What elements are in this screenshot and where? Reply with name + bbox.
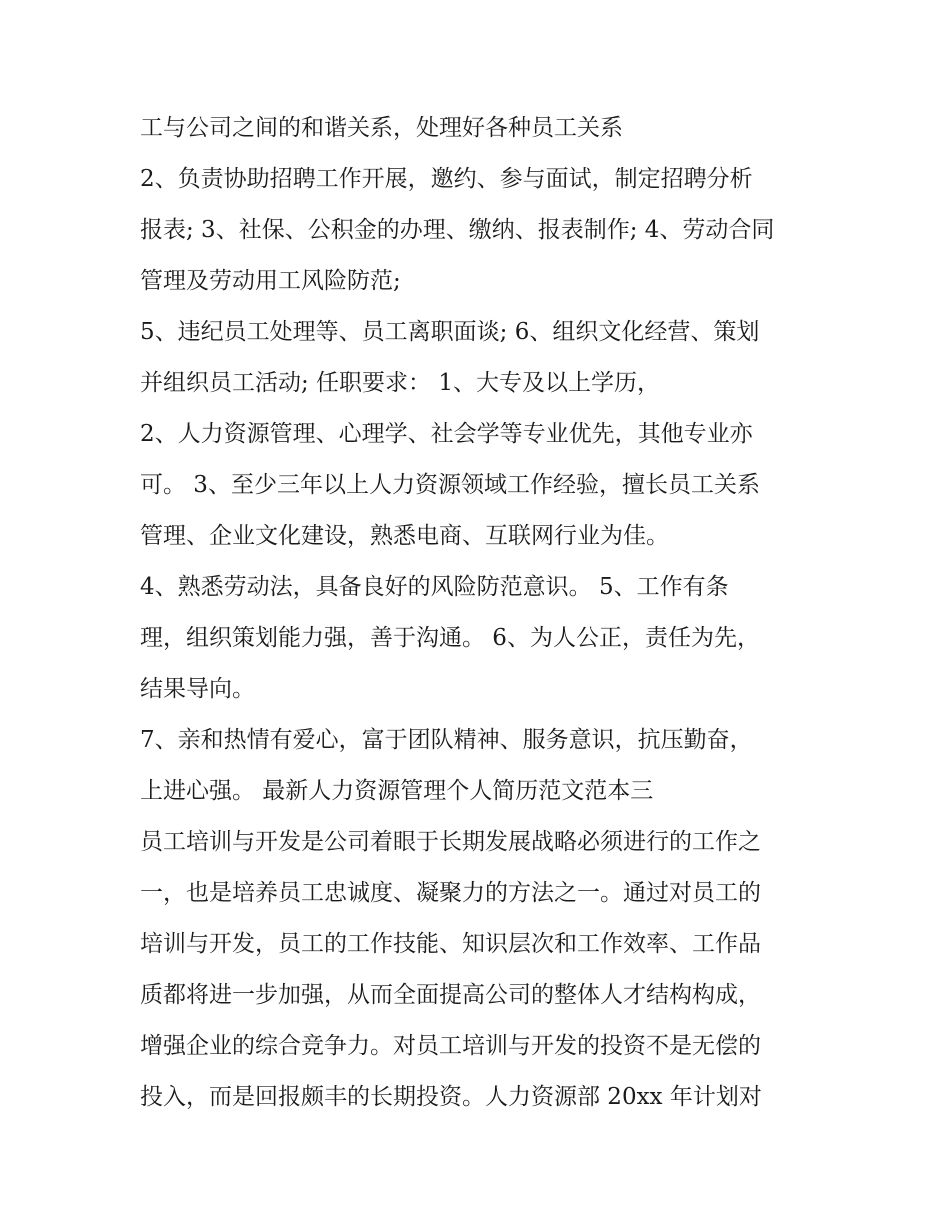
- text-line: 4、熟悉劳动法，具备良好的风险防范意识。 5、工作有条: [140, 574, 729, 600]
- text-line: 可。 3、至少三年以上人力资源领域工作经验，擅长员工关系: [140, 472, 760, 498]
- text-line: 2、人力资源管理、心理学、社会学等专业优先，其他专业亦: [140, 421, 753, 447]
- text-line: 投入，而是回报颇丰的长期投资。人力资源部 20xx 年计划对: [140, 1084, 762, 1110]
- text-line: 理，组织策划能力强，善于沟通。 6、为人公正，责任为先，: [140, 625, 760, 651]
- text-line: 2、负责协助招聘工作开展，邀约、参与面试，制定招聘分析: [140, 166, 753, 192]
- text-line: 并组织员工活动; 任职要求： 1、大专及以上学历，: [140, 370, 661, 396]
- text-line: 增强企业的综合竞争力。对员工培训与开发的投资不是无偿的: [140, 1033, 761, 1059]
- text-line: 员工培训与开发是公司着眼于长期发展战略必须进行的工作之: [140, 829, 761, 855]
- text-line: 管理及劳动用工风险防范;: [140, 268, 401, 294]
- text-line: 报表; 3、社保、公积金的办理、缴纳、报表制作; 4、劳动合同: [140, 217, 775, 243]
- document-body: [140, 103, 820, 1123]
- text-line: 7、亲和热情有爱心，富于团队精神、服务意识，抗压勤奋，: [140, 727, 753, 753]
- text-line: 管理、企业文化建设，熟悉电商、互联网行业为佳。: [140, 523, 669, 549]
- text-line: 质都将进一步加强，从而全面提高公司的整体人才结构构成，: [140, 982, 761, 1008]
- text-line: 培训与开发，员工的工作技能、知识层次和工作效率、工作品: [140, 931, 761, 957]
- text-line: 一，也是培养员工忠诚度、凝聚力的方法之一。通过对员工的: [140, 880, 761, 906]
- text-line: 工与公司之间的和谐关系，处理好各种员工关系: [140, 115, 623, 141]
- text-line: 结果导向。: [140, 676, 255, 702]
- text-line: 5、违纪员工处理等、员工离职面谈; 6、组织文化经营、策划: [140, 319, 760, 345]
- text-line: 上进心强。 最新人力资源管理个人简历范文范本三: [140, 778, 654, 804]
